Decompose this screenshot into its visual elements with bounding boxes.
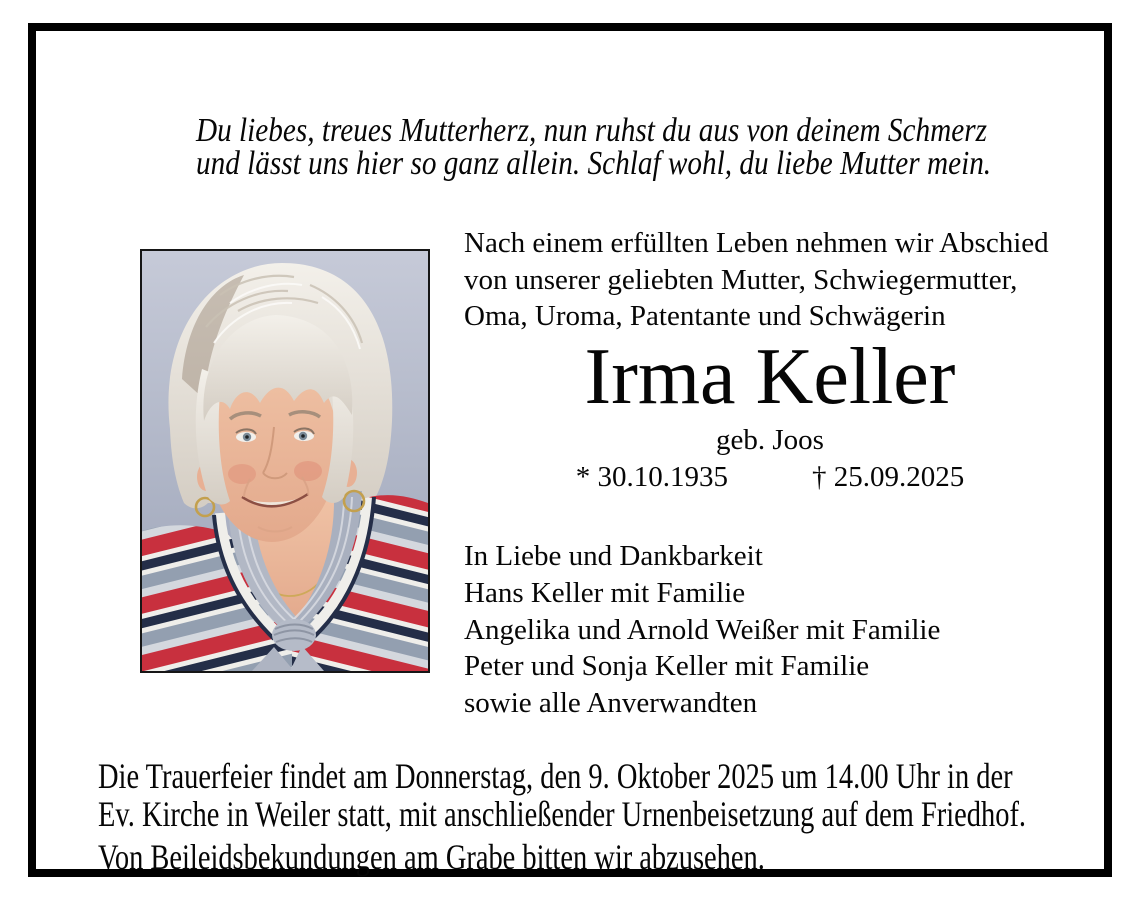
funeral-line-1: Die Trauerfeier findet am Donnerstag, den 9. Oktober 2025 um 14.00 Uhr in der <box>98 756 1013 796</box>
mourners-line-1: In Liebe und Dankbarkeit <box>464 540 763 572</box>
deceased-name: Irma Keller <box>584 333 956 421</box>
mourners-line-5: sowie alle Anverwandten <box>464 687 758 720</box>
mourners-line-3: Angelika und Arnold Weißer mit Familie <box>464 613 941 646</box>
left-pupil <box>245 435 249 439</box>
birth-date: * 30.10.1935 <box>575 461 728 493</box>
maiden-name: geb. Joos <box>716 424 824 456</box>
portrait-photo <box>140 249 430 673</box>
cheek-right <box>294 461 322 481</box>
mourners-list <box>464 538 940 722</box>
verse-line-2: und lässt uns hier so ganz allein. Schlaf wohl, du liebe Mutter mein. <box>196 145 992 182</box>
announcement-line-2: von unserer geliebten Mutter, Schwiegermutter, <box>464 263 1018 296</box>
memorial-verse <box>196 114 991 180</box>
condolence-note: Von Beileidsbekundungen am Grabe bitten wir abzusehen. <box>98 837 765 877</box>
funeral-line-2: Ev. Kirche in Weiler statt, mit anschließender Urnenbeisetzung auf dem Friedhof. <box>98 794 1027 834</box>
mourners-line-2: Hans Keller mit Familie <box>464 576 746 609</box>
cheek-left <box>228 464 256 484</box>
portrait-photo-illustration <box>142 251 428 671</box>
funeral-information <box>98 757 1026 833</box>
obituary-card-frame <box>28 23 1112 877</box>
right-pupil <box>301 434 305 438</box>
verse-line-1: Du liebes, treues Mutterherz, nun ruhst du aus von deinem Schmerz <box>196 112 988 149</box>
death-date: † 25.09.2025 <box>812 461 965 493</box>
life-dates <box>464 461 1076 494</box>
announcement-text <box>464 225 1049 335</box>
announcement-line-3: Oma, Uroma, Patentante und Schwägerin <box>464 300 946 332</box>
announcement-line-1: Nach einem erfüllten Leben nehmen wir Abschied <box>464 227 1049 259</box>
mourners-line-4: Peter und Sonja Keller mit Familie <box>464 650 870 683</box>
